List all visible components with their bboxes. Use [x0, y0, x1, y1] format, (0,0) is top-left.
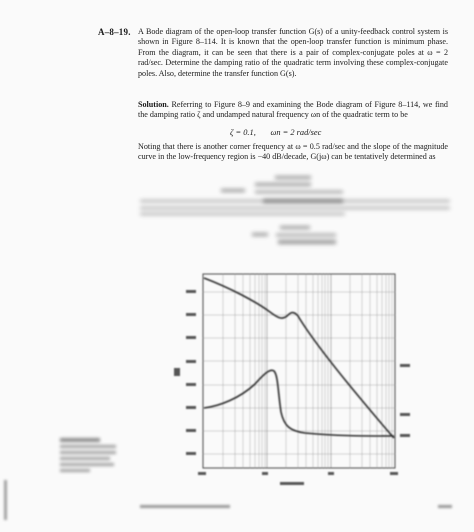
solution-text-2: Noting that there is another corner frequency at ω = 0.5 rad/sec and the slope of the magnitude curve in the low-frequency region is −40 dB/decade, G(jω) can be tentatively determined as — [138, 142, 448, 162]
solution-heading: Solution. — [138, 100, 169, 109]
x-tick-labels — [198, 472, 398, 485]
grid-lines — [203, 274, 395, 468]
left-tick-labels — [174, 290, 196, 455]
right-tick-labels — [400, 364, 410, 437]
damping-equation: ζ = 0.1, ωn = 2 rad/sec — [230, 128, 322, 137]
solution-text: Referring to Figure 8–9 and examining the Bode diagram of Figure 8–114, we find the damping ratio ζ and undamped natural frequency ωn of the quadratic term to be — [138, 100, 448, 120]
plot-frame — [203, 274, 395, 468]
side-note — [4, 480, 7, 520]
page-footer — [140, 505, 452, 508]
problem-statement: A Bode diagram of the open-loop transfer function G(s) of a unity-feedback control system is shown in Figure 8–114. It is known that the open-loop transfer function is minimum phase. From the diagram, it can be seen that there is a pair of complex-conjugate poles at ω = 2 rad/sec. Determine the damping ratio of the quadratic term involving these complex-conjugate poles. Also, determine the transfer function G(s). — [138, 27, 448, 78]
solution-paragraph — [138, 100, 448, 121]
magnitude-curve — [204, 278, 394, 438]
phase-curve — [204, 370, 394, 436]
blurred-equation-2 — [250, 222, 350, 248]
problem-label: A–8–19. — [98, 27, 131, 37]
bode-diagram — [160, 268, 420, 494]
figure-caption — [60, 438, 118, 472]
blurred-paragraph — [140, 200, 450, 220]
